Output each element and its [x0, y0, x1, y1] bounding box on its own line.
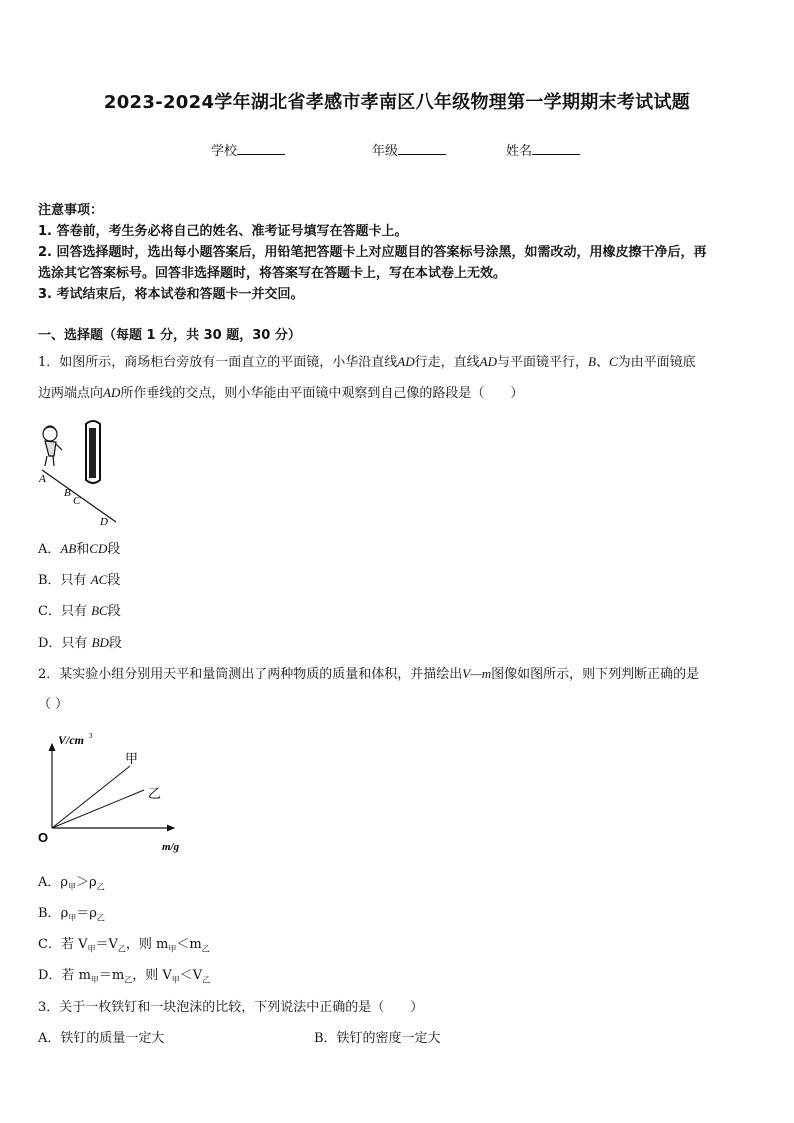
q1-opt-c-suffix: 段: [107, 604, 121, 619]
point-b-label: B: [64, 487, 71, 499]
q1-option-c[interactable]: [38, 601, 121, 622]
school-blank[interactable]: [237, 142, 285, 155]
series-jia-line: [52, 766, 130, 828]
q1-stem-line2: [38, 383, 523, 404]
point-a-label: A: [39, 473, 46, 485]
q2-vm-graph: [36, 730, 188, 856]
q2-opt-d-sub4: 乙: [202, 975, 211, 985]
notice-heading: 注意事项：: [38, 203, 104, 218]
q2-opt-c-text: V: [78, 937, 88, 952]
notice-item-2: 2. 回答选择题时，选出每小题答案后，用铅笔把答题卡上对应题目的答案标号涂黑，如需改动，用橡皮擦干净后，再: [38, 245, 707, 260]
q1-opt-a-mid: 和: [76, 542, 90, 557]
school-label: 学校: [211, 144, 238, 159]
q3-option-b[interactable]: B．铁钉的密度一定大: [314, 1031, 441, 1046]
notice-item-1: 1. 答卷前，考生务必将自己的姓名、准考证号填写在答题卡上。: [38, 224, 408, 239]
q1-option-d[interactable]: [38, 633, 122, 654]
series-yi-label: 乙: [148, 787, 162, 802]
q2-opt-a-sub1: 甲: [68, 882, 77, 892]
q2-text-a: 2．某实验小组分别用天平和量筒测出了两种物质的质量和体积，并描绘出: [38, 667, 463, 682]
mirror-glass: [89, 428, 96, 478]
q1-opt-d-var: BD: [91, 635, 109, 650]
q2-option-a[interactable]: [38, 873, 105, 898]
q2-opt-d-sub1: 甲: [90, 975, 99, 985]
q2-opt-d-op: ＝m: [98, 968, 125, 983]
name-blank[interactable]: [532, 142, 580, 155]
q1-option-a[interactable]: [38, 539, 120, 560]
q1-opt-a-var2: CD: [89, 541, 108, 556]
series-yi-line: [52, 790, 144, 828]
q1-opt-a-var: AB: [60, 541, 77, 556]
x-axis-label: m/g: [162, 841, 180, 853]
section-heading: 一、选择题（每题 1 分，共 30 题，30 分）: [38, 328, 301, 343]
q2-opt-c-sub2: 乙: [117, 944, 126, 954]
q2-opt-d-tail: ，则 V: [132, 968, 172, 983]
q2-opt-c-sub3: 甲: [168, 944, 177, 954]
page-title: 2023-2024学年湖北省孝感市孝南区八年级物理第一学期期末考试试题: [103, 92, 691, 113]
grade-blank[interactable]: [398, 142, 446, 155]
q2-opt-c-op2: ＜m: [176, 937, 202, 952]
q3-stem: 3．关于一枚铁钉和一块泡沫的比较，下列说法中正确的是（ ）: [38, 1000, 424, 1015]
q2-opt-d-sub3: 甲: [171, 975, 180, 985]
grade-label: 年级: [372, 144, 399, 159]
q3-option-a[interactable]: A．铁钉的质量一定大: [38, 1031, 165, 1046]
q2-option-b[interactable]: [38, 904, 105, 929]
q2-opt-c-op: ＝V: [95, 937, 118, 952]
q1-opt-d-prefix: D．只有: [38, 636, 92, 651]
q2-opt-d-prefix: D．若: [38, 968, 79, 983]
q2-opt-b-prefix: B．: [38, 906, 61, 921]
q2-opt-d-sub2: 乙: [124, 975, 133, 985]
q1-opt-b-prefix: B．只有: [38, 573, 91, 588]
q1-option-b[interactable]: [38, 570, 120, 591]
q1-text-a: 1．如图所示，商场柜台旁放有一面直立的平面镜，小华沿直线: [38, 355, 398, 370]
q1-text-c: 与平面镜平行，: [496, 355, 588, 370]
origin-label: O: [38, 830, 49, 845]
q2-opt-a-prefix: A．: [38, 875, 61, 890]
q1-var-ad-3: AD: [103, 385, 121, 400]
y-axis-label: V/cm: [58, 733, 84, 747]
q1-text-b: 行走，直线: [414, 355, 480, 370]
name-field: [506, 140, 580, 159]
q1-stem-line1: [38, 352, 696, 373]
q1-opt-b-var: AC: [90, 572, 108, 587]
q2-option-c[interactable]: [38, 935, 210, 960]
q1-var-ad-2: AD: [479, 354, 497, 369]
q2-opt-a-op: ＞ρ: [76, 875, 97, 890]
q1-mirror-figure: [36, 418, 126, 530]
q2-stem-line2: （ ）: [38, 697, 69, 712]
q2-opt-b-sub1: 甲: [68, 913, 77, 923]
q2-stem-line1: [38, 664, 699, 685]
q1-opt-b-suffix: 段: [107, 573, 121, 588]
q1-opt-a-prefix: A．: [38, 542, 61, 557]
q2-opt-b-sub2: 乙: [96, 913, 105, 923]
notice-item-2-cont: 选涂其它答案标号。回答非选择题时，将答案写在答题卡上，写在本试卷上无效。: [38, 266, 507, 281]
q2-opt-c-sub1: 甲: [87, 944, 96, 954]
q2-opt-c-sub4: 乙: [201, 944, 210, 954]
q1-text-e: 边两端点向: [38, 386, 104, 401]
q2-opt-c-tail: ，则 m: [125, 937, 169, 952]
girl-icon: [43, 426, 62, 466]
q2-option-d[interactable]: [38, 966, 210, 991]
name-label: 姓名: [506, 144, 533, 159]
q1-opt-a-suffix: 段: [107, 542, 121, 557]
q1-opt-c-var: BC: [91, 603, 108, 618]
q2-opt-b-op: ＝ρ: [76, 906, 97, 921]
q1-opt-c-prefix: C．只有: [38, 604, 92, 619]
q2-opt-c-prefix: C．若: [38, 937, 79, 952]
q1-text-d: 为由平面镜底: [617, 355, 696, 370]
series-jia-label: 甲: [125, 752, 139, 767]
point-c-label: C: [73, 495, 81, 507]
q2-opt-a-sub2: 乙: [96, 882, 105, 892]
q1-text-f: 所作垂线的交点，则小华能由平面镜中观察到自己像的路段是（ ）: [120, 386, 524, 401]
y-axis-label-sup: 3: [89, 732, 93, 740]
q2-opt-a-text: ρ: [60, 875, 69, 890]
q1-var-bc: B、C: [588, 354, 618, 369]
notice-item-3: 3. 考试结束后，将本试卷和答题卡一并交回。: [38, 287, 304, 302]
school-field: [211, 140, 285, 159]
q2-var-vm: V—m: [462, 666, 492, 681]
q1-var-ad: AD: [397, 354, 415, 369]
point-d-label: D: [100, 516, 108, 528]
grade-field: [372, 140, 446, 159]
q2-opt-b-text: ρ: [60, 906, 69, 921]
q2-opt-d-op2: ＜V: [179, 968, 203, 983]
q2-text-b: 图像如图所示，则下列判断正确的是: [491, 667, 700, 682]
q1-opt-d-suffix: 段: [108, 636, 122, 651]
q2-opt-d-text: m: [78, 968, 91, 983]
